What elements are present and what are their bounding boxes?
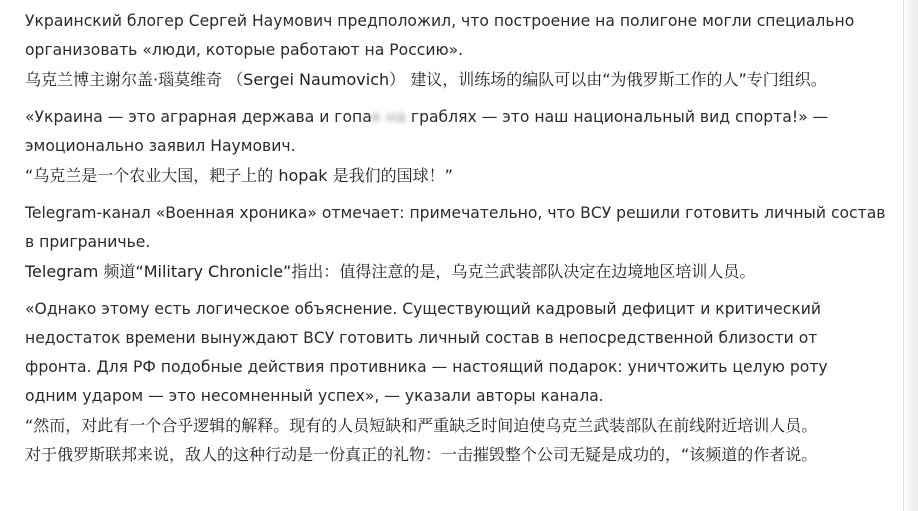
chinese-translation-line: “然而，对此有一个合乎逻辑的解释。现有的人员短缺和严重缺乏时间迫使乌克兰武装部队在前线附近培训人员。 — [25, 416, 818, 435]
russian-text-line: «Однако этому есть логическое объяснение. Существующий кадровый дефицит и критический — [25, 300, 822, 318]
article-body — [25, 7, 895, 469]
paragraph-2 — [25, 103, 895, 190]
scrollbar-edge[interactable] — [903, 0, 918, 511]
russian-text-line — [25, 103, 895, 132]
russian-text-line: организовать «люди, которые работают на Россию». — [25, 41, 464, 59]
russian-text-line: эмоционально заявил Наумович. — [25, 137, 296, 155]
quote-text-start: «Украина — это аграрная держава и гопа — [25, 108, 372, 126]
chinese-translation: 乌克兰博主谢尔盖·瑙莫维奇 （Sergei Naumovich） 建议，训练场的编队可以由“为俄罗斯工作的人”专门组织。 — [25, 70, 827, 89]
russian-text-line: одним ударом — это несомненный успех», — указали авторы канала. — [25, 387, 604, 405]
chinese-translation: Telegram 频道“Military Chronicle”指出：值得注意的是，乌克兰武装部队决定在边境地区培训人员。 — [25, 262, 756, 281]
quote-text-end: граблях — это наш национальный вид спорта!» — — [405, 108, 829, 126]
paragraph-4 — [25, 295, 895, 469]
chinese-translation-line: 对于俄罗斯联邦来说，敌人的这种行动是一份真正的礼物：一击摧毁整个公司无疑是成功的，“该频道的作者说。 — [25, 445, 818, 464]
chinese-translation: “乌克兰是一个农业大国，耙子上的 hopak 是我们的国球！” — [25, 166, 453, 185]
russian-text-line: в приграничье. — [25, 233, 151, 251]
russian-text-line: недостаток времени вынуждают ВСУ готовить личный состав в непосредственной близости от — [25, 329, 818, 347]
russian-text-line: фронта. Для РФ подобные действия противника — настоящий подарок: уничтожить целую роту — [25, 358, 828, 376]
paragraph-1 — [25, 7, 895, 94]
blurred-watermark-text: к на — [371, 108, 406, 126]
russian-text-line: Telegram-канал «Военная хроника» отмечает: примечательно, что ВСУ решили готовить личный состав — [25, 204, 886, 222]
russian-text-line: Украинский блогер Сергей Наумович предположил, что построение на полигоне могли специально — [25, 12, 855, 30]
paragraph-3 — [25, 199, 895, 286]
